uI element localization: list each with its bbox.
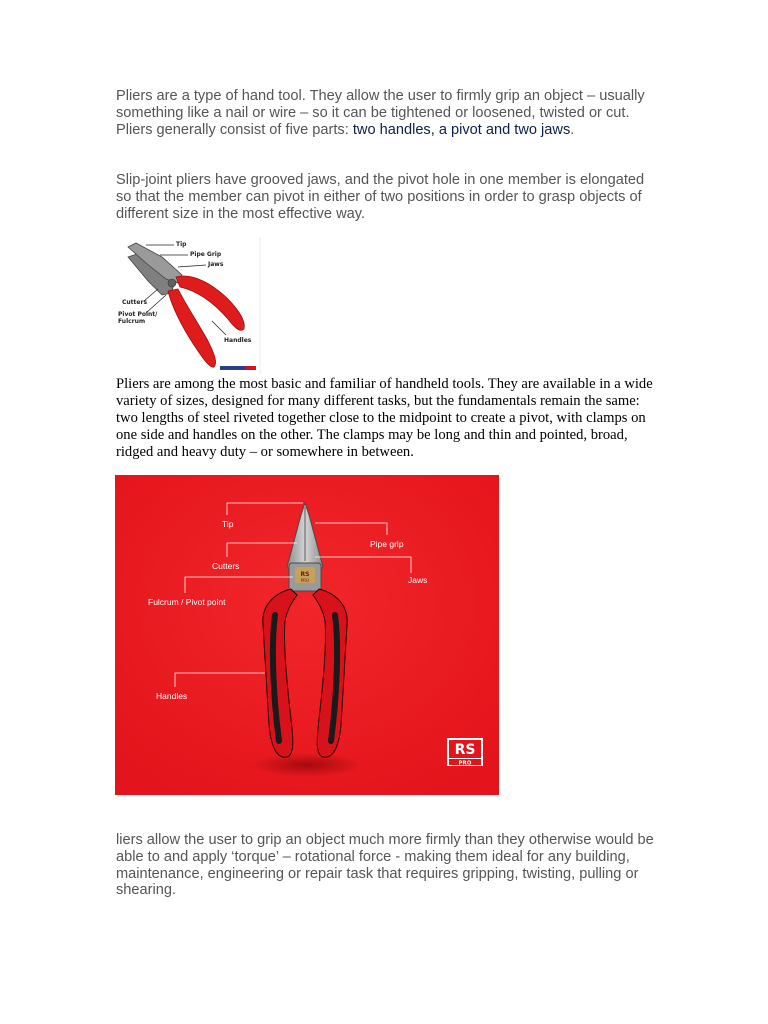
rs-pro-logo — [447, 738, 483, 767]
paragraph-torque: liers allow the user to grip an object much more firmly than they otherwise would be able to and apply ‘torque’ – rotational force - making them ideal for any building, maintenance, engineering or repair task that requires gripping, twisting, pulling or shearing. — [116, 832, 654, 899]
paragraph-slip-joint: Slip-joint pliers have grooved jaws, and the pivot hole in one member is elongated so that the member can pivot in either of two positions in order to grasp objects of different size in the most effective way. — [116, 172, 645, 222]
fig1-label-fulcrum: Fulcrum — [118, 318, 146, 325]
logo-rs: RS — [454, 742, 476, 758]
paragraph-handheld-tools: Pliers are among the most basic and familiar of handheld tools. They are available in a wide variety of sizes, designed for many different tasks, but the fundamentals remain the same: two lengths of steel riveted together close to the midpoint to create a pivot, with clamps on one side and handles on the other. The clamps may be long and thin and pointed, broad, ridged and heavy duty – or somewhere in between. — [116, 376, 653, 460]
intro-text: Pliers are a type of hand tool. They allow the user to firmly grip an object – usually something like a nail or wire – so it can be tightened or loosened, twisted or cut. Pliers generally consist of five parts: — [116, 88, 645, 138]
rs-pro-pliers-poster — [115, 475, 499, 795]
fig2-label-jaws: Jaws — [408, 575, 428, 585]
fig1-label-pivot: Pivot Point/ — [118, 311, 158, 318]
fig1-label-cutters: Cutters — [122, 299, 148, 306]
stamp-rs: RS — [300, 571, 310, 578]
fig2-label-handles: Handles — [156, 691, 188, 701]
logo-pro: PRO — [458, 760, 472, 767]
fig1-logo-mark — [220, 365, 256, 371]
intro-highlight: two handles, a pivot and two jaws — [352, 121, 571, 138]
fig2-label-tip: Tip — [222, 519, 234, 529]
fig1-label-handles: Handles — [224, 337, 252, 344]
intro-end: . — [570, 121, 575, 138]
fig1-label-pipe-grip: Pipe Grip — [190, 251, 222, 258]
fig1-label-tip: Tip — [176, 241, 187, 248]
fig2-label-cutters: Cutters — [212, 561, 240, 571]
fig2-label-fulcrum: Fulcrum / Pivot point — [148, 597, 226, 607]
stamp-pro: PRO — [300, 578, 310, 583]
pliers-diagram-small — [116, 237, 262, 375]
fig1-label-jaws: Jaws — [208, 261, 224, 268]
paragraph-intro — [116, 88, 656, 138]
fig2-label-pipe-grip: Pipe grip — [370, 539, 404, 549]
